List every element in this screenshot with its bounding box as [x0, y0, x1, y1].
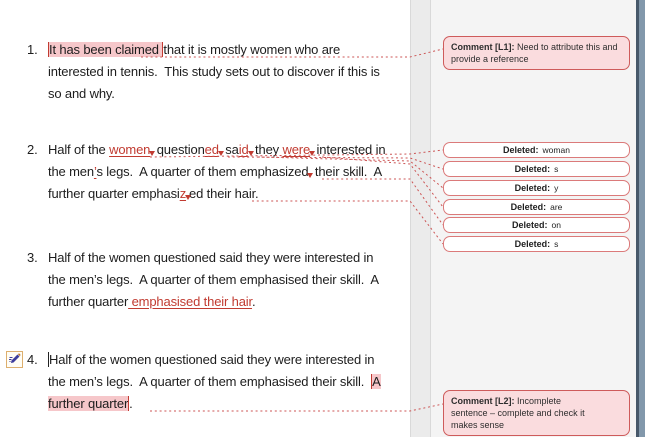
comment-text: Need to attribute this and provide a reference	[451, 42, 618, 64]
deleted-label: Deleted:	[503, 145, 539, 155]
text-line[interactable]	[48, 164, 382, 181]
text-run: further quarter	[48, 294, 129, 309]
text-run: interested in tennis. This study sets out to discover if this is	[48, 64, 380, 79]
list-number: 4.	[27, 352, 38, 367]
text-line[interactable]	[48, 64, 380, 81]
text-run: sa	[221, 142, 239, 157]
list-number: 2.	[27, 142, 38, 157]
text-line[interactable]	[48, 294, 255, 311]
text-line[interactable]	[48, 142, 385, 159]
text-line[interactable]	[48, 86, 115, 103]
deleted-value: are	[550, 202, 563, 212]
inserted-text: z	[179, 186, 187, 201]
deleted-label: Deleted:	[512, 220, 548, 230]
deleted-value: s	[554, 164, 559, 174]
balloon-gutter	[410, 0, 431, 437]
text-line[interactable]	[48, 352, 374, 369]
inserted-text: women	[109, 142, 151, 157]
deleted-balloon[interactable]	[443, 217, 630, 233]
comment-text: Incomplete sentence – complete and check it makes sense	[451, 396, 585, 430]
deleted-value: woman	[542, 145, 570, 155]
deleted-value: y	[554, 183, 559, 193]
comment-label: Comment [L2]:	[451, 396, 515, 406]
comment-balloon-L2[interactable]	[443, 390, 630, 436]
text-run: .	[129, 396, 133, 411]
text-run: that it is mostly women who are	[163, 42, 341, 57]
deleted-balloon[interactable]	[443, 180, 630, 196]
text-line[interactable]	[48, 186, 259, 203]
deleted-label: Deleted:	[510, 202, 547, 212]
text-line[interactable]	[48, 42, 340, 59]
text-run: ed their hair.	[189, 186, 259, 201]
comment-highlight: It has been claimed	[49, 42, 163, 57]
text-run: the men’s legs. A quarter of them emphasised their skill. A	[48, 272, 379, 287]
inserted-text: ed	[204, 142, 219, 157]
deleted-label: Deleted:	[514, 183, 551, 193]
text-run: their skill. A	[311, 164, 382, 179]
deleted-label: Deleted:	[514, 164, 551, 174]
deletion-marker	[248, 151, 254, 159]
deletion-marker	[185, 195, 191, 203]
list-number: 1.	[27, 42, 38, 57]
text-run: interested in	[313, 142, 386, 157]
scrollbar-track[interactable]	[639, 0, 645, 437]
inserted-text: id	[238, 142, 249, 157]
text-run: question	[153, 142, 205, 157]
text-run: Half of the	[48, 142, 110, 157]
text-run: they	[251, 142, 283, 157]
deleted-label: Deleted:	[514, 239, 551, 249]
deleted-value: on	[551, 220, 561, 230]
comment-label: Comment [L1]:	[451, 42, 515, 52]
comment-highlight: A	[372, 374, 381, 389]
text-run: .	[252, 294, 256, 309]
list-number: 3.	[27, 250, 38, 265]
text-run: the men	[48, 164, 94, 179]
text-run: Half of the women questioned said they were interested in	[49, 352, 375, 367]
deletion-marker	[309, 151, 315, 159]
text-line[interactable]	[48, 250, 373, 267]
deleted-value: s	[554, 239, 559, 249]
text-run: Half of the women questioned said they were interested in	[48, 250, 374, 265]
inserted-text: emphasised their hair	[128, 294, 253, 309]
deleted-balloon[interactable]	[443, 161, 630, 177]
inserted-text: ’	[93, 164, 97, 179]
deleted-balloon[interactable]	[443, 142, 630, 158]
text-line[interactable]	[48, 272, 379, 289]
pen-icon	[7, 352, 22, 367]
deleted-balloon[interactable]	[443, 236, 630, 252]
text-run: s legs. A quarter of them emphasized	[96, 164, 309, 179]
deleted-balloon[interactable]	[443, 199, 630, 215]
inserted-text: were	[282, 142, 311, 157]
deletion-marker	[307, 173, 313, 181]
comment-highlight: further quarter	[48, 396, 129, 411]
comment-balloon-L1[interactable]	[443, 36, 630, 70]
deletion-marker	[218, 151, 224, 159]
deletion-marker	[149, 151, 155, 159]
text-run: further quarter emphasi	[48, 186, 180, 201]
text-run: the men’s legs. A quarter of them emphasised their skill.	[48, 374, 372, 389]
text-line[interactable]	[48, 374, 381, 391]
text-run: so and why.	[48, 86, 115, 101]
ink-annotation-icon[interactable]	[6, 351, 23, 368]
text-line[interactable]	[48, 396, 133, 413]
